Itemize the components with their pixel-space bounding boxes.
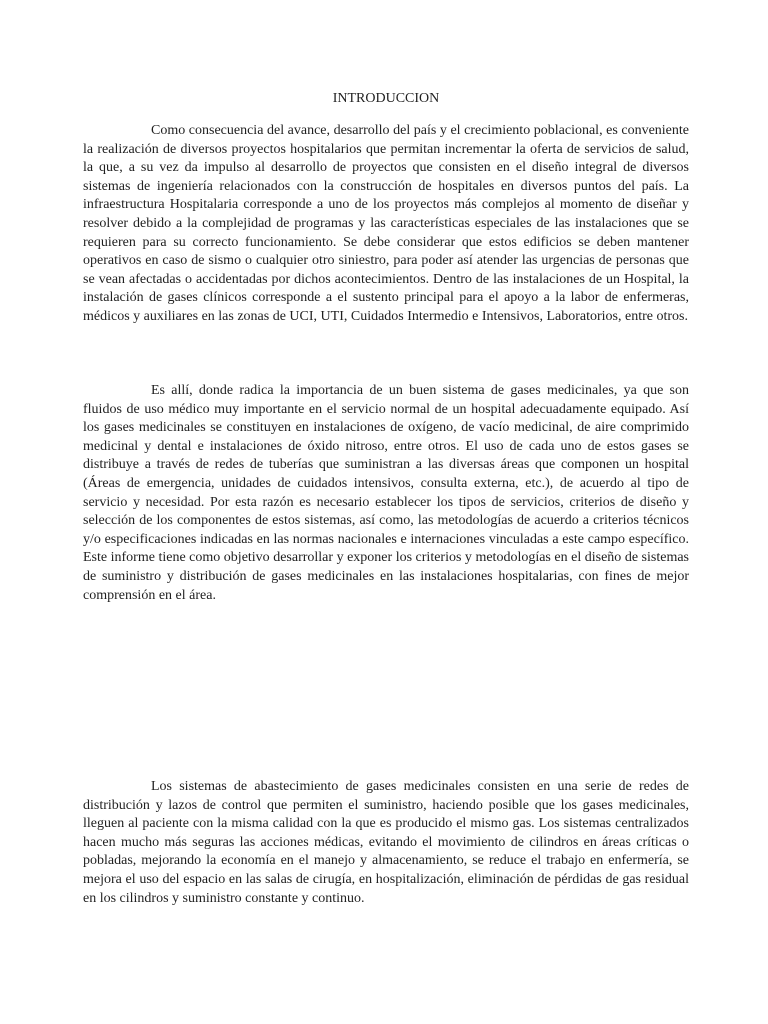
paragraph-introduction: Como consecuencia del avance, desarrollo del país y el crecimiento poblacional, es conveniente la realización de diversos proyectos hospitalarios que permitan incrementar la oferta de servicios de salud, la que, a su vez da impulso al desarrollo de proyectos que consisten en el diseño integral de diversos sistemas de ingeniería relacionados con la construcción de hospitales en diversos puntos del país. La infraestructura Hospitalaria corresponde a uno de los proyectos más complejos al momento de diseñar y resolver debido a la complejidad de programas y las características especiales de las instalaciones que se requieren para su correcto funcionamiento. Se debe considerar que estos edificios se deben mantener operativos en caso de sismo o cualquier otro siniestro, para poder así atender las urgencias de personas que se vean afectadas o accidentadas por dichos acontecimientos. Dentro de las instalaciones de un Hospital, la instalación de gases clínicos corresponde a el sustento principal para el apoyo a la labor de enfermeras, médicos y auxiliares en las zonas de UCI, UTI, Cuidados Intermedio e Intensivos, Laboratorios, entre otros.	[83, 123, 689, 324]
paragraph-supply-systems: Los sistemas de abastecimiento de gases medicinales consisten en una serie de redes de distribución y lazos de control que permiten el suministro, haciendo posible que los gases medicinales, lleguen al paciente con la misma calidad con la que es producido el mismo gas. Los sistemas centralizados hacen mucho más seguras las acciones médicas, evitando el movimiento de cilindros en áreas críticas o pobladas, mejorando la economía en el manejo y almacenamiento, se reduce el trabajo en enfermería, se mejora el uso del espacio en las salas de cirugía, en hospitalización, eliminación de pérdidas de gas residual en los cilindros y suministro constante y continuo.	[83, 779, 689, 906]
document-title: INTRODUCCION	[332, 91, 440, 106]
paragraph-importance: Es allí, donde radica la importancia de un buen sistema de gases medicinales, ya que son fluidos de uso médico muy importante en el servicio normal de un hospital adecuadamente equipado. Así los gases medicinales se constituyen en instalaciones de oxígeno, de vacío medicinal, de aire comprimido medicinal y dental e instalaciones de óxido nitroso, entre otros. El uso de cada uno de estos gases se distribuye a través de redes de tuberías que suministran a las diversas áreas que componen un hospital (Áreas de emergencia, unidades de cuidados intensivos, consulta externa, etc.), de acuerdo al tipo de servicio y necesidad. Por esta razón es necesario establecer los tipos de servicios, criterios de diseño y selección de los componentes de estos sistemas, así como, las metodologías de acuerdo a criterios técnicos y/o especificaciones indicadas en las normas nacionales e internaciones vinculadas a este campo específico. Este informe tiene como objetivo desarrollar y exponer los criterios y metodologías en el diseño de sistemas de suministro y distribución de gases medicinales en las instalaciones hospitalarias, con fines de mejor comprensión en el área.	[83, 383, 689, 603]
